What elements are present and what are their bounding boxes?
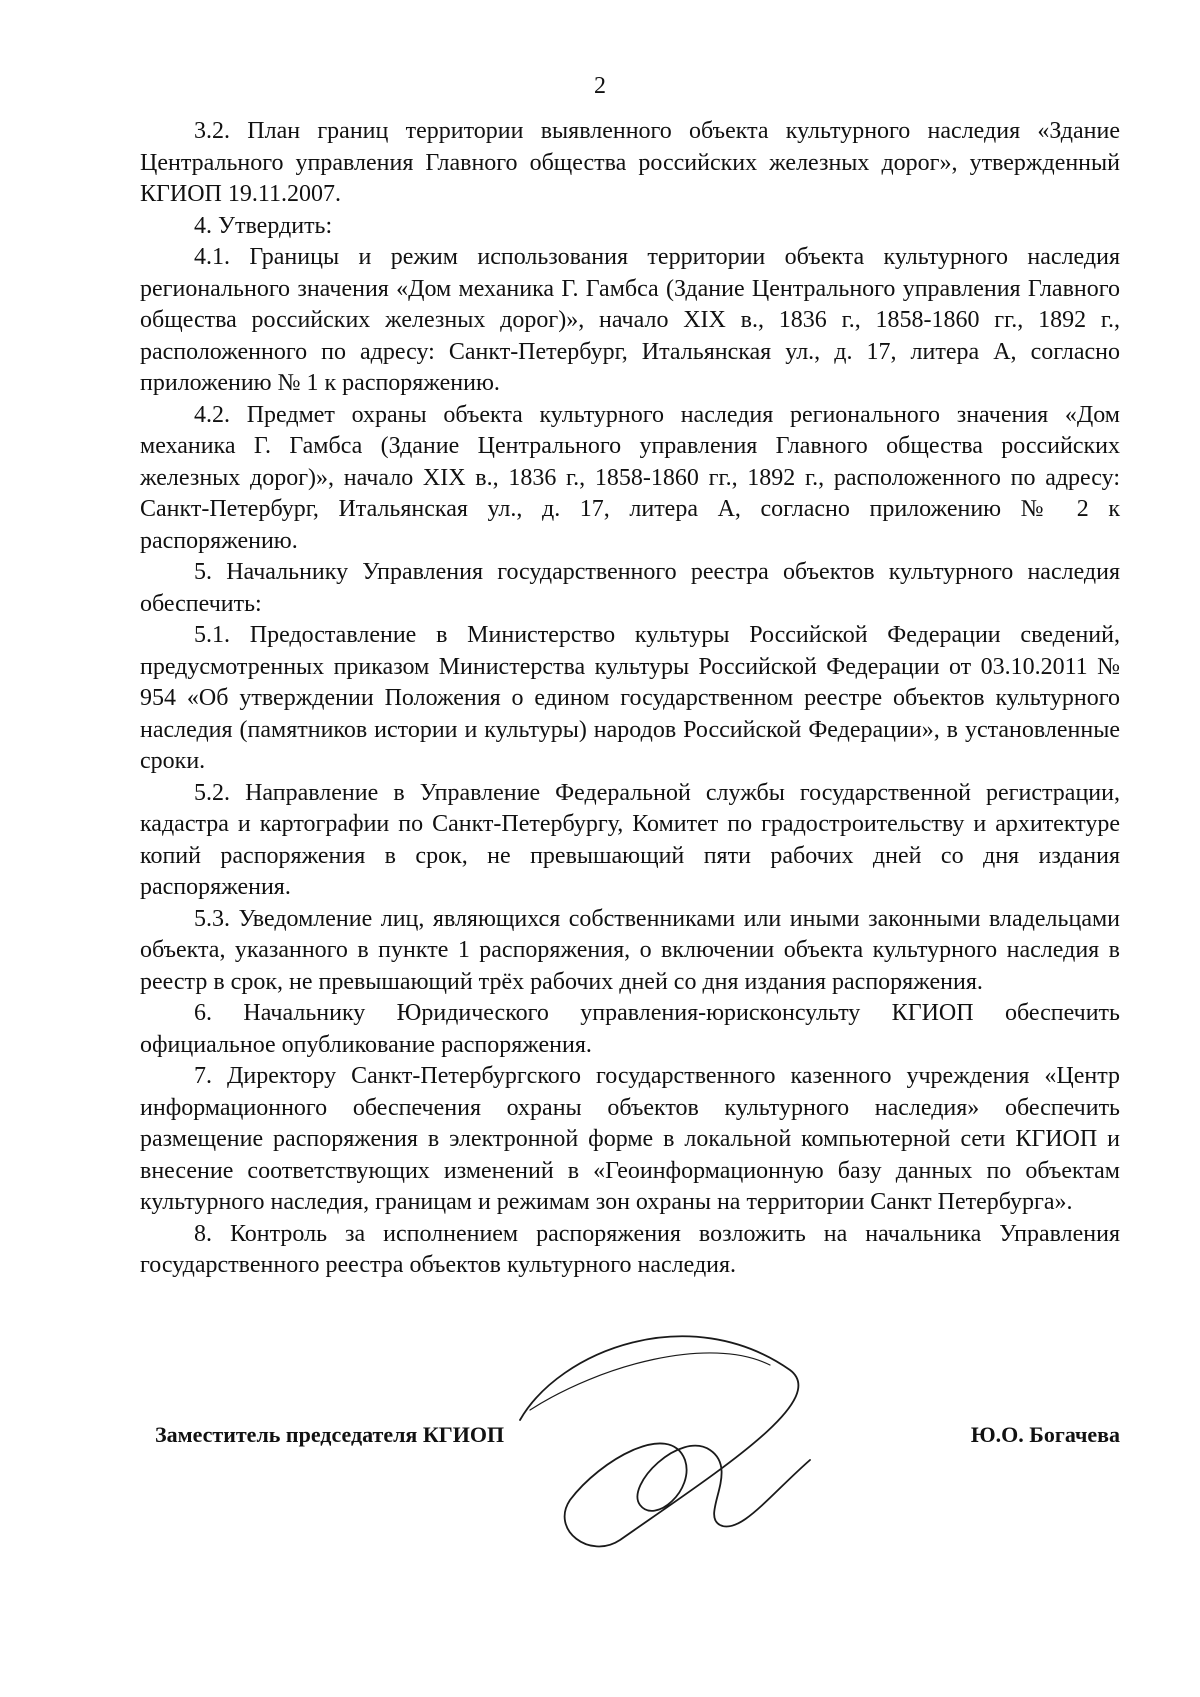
document-body [140,116,1120,1282]
paragraph-3-2: 3.2. План границ территории выявленного объекта культурного наследия «Здание Центрального управления Главного общества российских железных дорог», утвержденный КГИОП 19.11.2007. [140,118,1120,207]
paragraph-8: 8. Контроль за исполнением распоряжения возложить на начальника Управления государственного реестра объектов культурного наследия. [140,1220,1120,1278]
paragraph-5-1: 5.1. Предоставление в Министерство культуры Российской Федерации сведений, предусмотренных приказом Министерства культуры Российской Федерации от 03.10.2011 № 954 «Об утверждении Положения о едином государственном реестре объектов культурного наследия (памятников истории и культуры) народов Российской Федерации», в установленные сроки. [140,622,1120,774]
paragraph-5-3: 5.3. Уведомление лиц, являющихся собственниками или иными законными владельцами объекта, указанного в пункте 1 распоряжения, о включении объекта культурного наследия в реестр в срок, не превышающий трёх рабочих дней со дня издания распоряжения. [140,905,1120,995]
signatory-name: Ю.О. Богачева [970,1422,1120,1447]
paragraph-7: 7. Директору Санкт-Петербургского государственного казенного учреждения «Центр информационного обеспечения охраны объектов культурного наследия» обеспечить размещение распоряжения в электронной форме в локальной компьютерной сети КГИОП и внесение соответствующих изменений в «Геоинформационную базу данных по объектам культурного наследия, границам и режимам зон охраны на территории Санкт Петербурга». [140,1063,1120,1215]
page-number: 2 [594,73,606,99]
signature-block [140,1420,1120,1460]
paragraph-5-2: 5.2. Направление в Управление Федеральной службы государственной регистрации, кадастра и картографии по Санкт-Петербургу, Комитет по градостроительству и архитектуре копий распоряжения в срок, не превышающий пяти рабочих дней со дня издания распоряжения. [140,779,1120,900]
paragraph-5: 5. Начальнику Управления государственного реестра объектов культурного наследия обеспечить: [140,559,1120,617]
paragraph-4-2: 4.2. Предмет охраны объекта культурного наследия регионального значения «Дом механика Г. Гамбса (Здание Центрального управления Главного общества российских железных дорог)», начало XIX в., 1836 г., 1858-1860 гг., 1892 г., расположенного по адресу: Санкт-Петербург, Итальянская ул., д. 17, литера А, согласно приложению № 2 к распоряжению. [140,401,1120,554]
paragraph-4: 4. Утвердить: [194,212,333,239]
paragraph-4-1: 4.1. Границы и режим использования территории объекта культурного наследия регионального значения «Дом механика Г. Гамбса (Здание Центрального управления Главного общества российских железных дорог)», начало XIX в., 1836 г., 1858-1860 гг., 1892 г., расположенного по адресу: Санкт-Петербург, Итальянская ул., д. 17, литера А, согласно приложению № 1 к распоряжению. [140,244,1120,396]
paragraph-6: 6. Начальнику Юридического управления-юрисконсульту КГИОП обеспечить официальное опубликование распоряжения. [140,1000,1120,1058]
signatory-title: Заместитель председателя КГИОП [155,1422,505,1447]
